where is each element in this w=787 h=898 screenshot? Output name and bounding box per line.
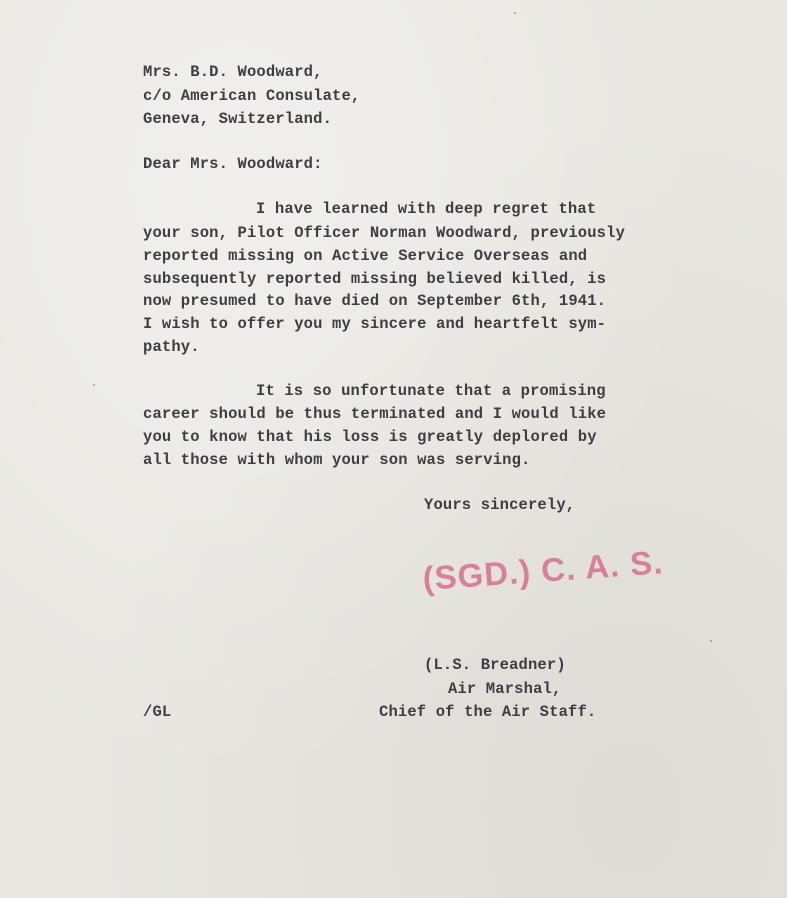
paper-speck bbox=[93, 384, 95, 386]
closing: Yours sincerely, bbox=[424, 496, 576, 514]
paragraph1-line-6: I wish to offer you my sincere and heartfelt sym- bbox=[143, 315, 607, 333]
paragraph1-line-7: pathy. bbox=[143, 338, 200, 356]
paragraph1-line-3: reported missing on Active Service Overseas and bbox=[143, 247, 588, 265]
paragraph1-line-2: your son, Pilot Officer Norman Woodward, previously bbox=[143, 224, 626, 242]
address-line-2: c/o American Consulate, bbox=[143, 87, 361, 105]
paper-speck bbox=[514, 12, 516, 14]
paragraph1-line-5: now presumed to have died on September 6th, 1941. bbox=[143, 292, 607, 310]
paragraph2-line-1: It is so unfortunate that a promising bbox=[256, 382, 606, 400]
paragraph1-line-1: I have learned with deep regret that bbox=[256, 200, 597, 218]
paper-speck bbox=[710, 640, 712, 642]
signatory-title: Chief of the Air Staff. bbox=[379, 703, 597, 721]
signatory-rank: Air Marshal, bbox=[448, 680, 562, 698]
paragraph2-line-3: you to know that his loss is greatly deplored by bbox=[143, 428, 597, 446]
signature-stamp: (SGD.) C. A. S. bbox=[421, 543, 665, 598]
paragraph2-line-4: all those with whom your son was serving. bbox=[143, 451, 531, 469]
signatory-name: (L.S. Breadner) bbox=[424, 656, 566, 674]
paragraph2-line-2: career should be thus terminated and I would like bbox=[143, 405, 607, 423]
paragraph1-line-4: subsequently reported missing believed killed, is bbox=[143, 270, 607, 288]
salutation: Dear Mrs. Woodward: bbox=[143, 155, 323, 173]
reference-initials: /GL bbox=[143, 703, 172, 721]
address-line-3: Geneva, Switzerland. bbox=[143, 110, 333, 128]
address-line-1: Mrs. B.D. Woodward, bbox=[143, 63, 323, 81]
